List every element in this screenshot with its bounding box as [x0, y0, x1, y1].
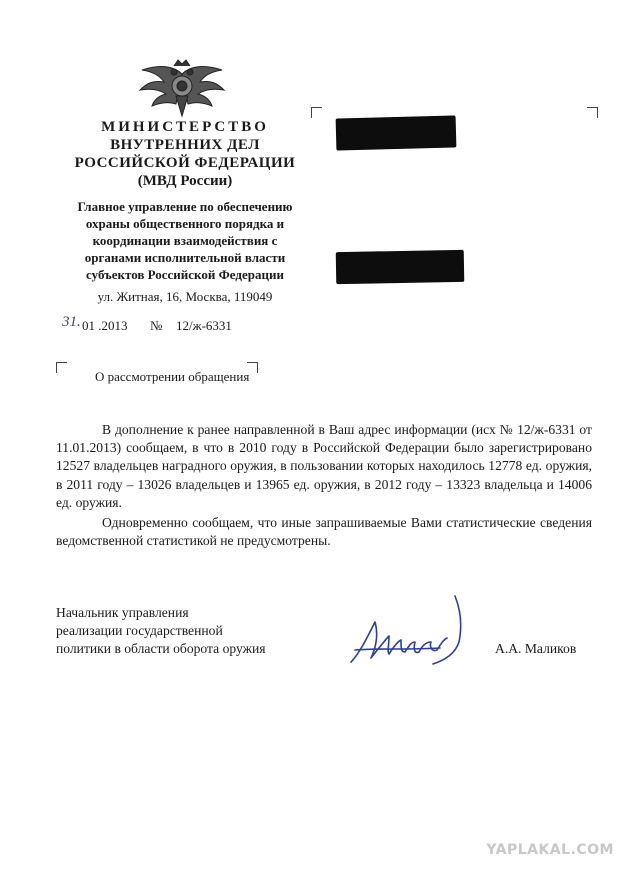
- redacted-recipient-address: [336, 250, 465, 284]
- site-watermark: YAPLAKAL.COM: [486, 842, 614, 858]
- document-date: 01 .2013: [82, 318, 128, 333]
- ministry-abbreviation: (МВД России): [137, 173, 233, 189]
- handwritten-date-day: 31.: [62, 314, 81, 330]
- department-name-line: Главное управление по обеспечению: [77, 199, 293, 214]
- sender-address: ул. Житная, 16, Москва, 119049: [97, 289, 273, 304]
- number-sign: №: [150, 318, 163, 333]
- signer-title-line: Начальник управления: [56, 605, 189, 620]
- ministry-name-line: ВНУТРЕННИХ ДЕЛ: [110, 137, 260, 153]
- department-name-line: органами исполнительной власти: [84, 250, 286, 265]
- recipient-corner-mark-left: [311, 107, 322, 118]
- redacted-recipient-name: [336, 115, 457, 150]
- body-paragraph: Одновременно сообщаем, что иные запрашиваемые Вами статистические сведения ведомственной статистикой не предусмотрены.: [56, 515, 592, 549]
- body-paragraph: В дополнение к ранее направленной в Ваш адрес информации (исх № 12/ж-6331 от 11.01.2013) сообщаем, в что в 2010 году в Российской Федерации было зарегистрировано 12527 владельцев наградного оружия, в пользовании которых находилось 12778 ед. оружия, в 2011 году – 13026 владельцев и 13965 ед. оружия, в 2012 году – 13323 владельца и 14006 ед. оружия.: [56, 422, 592, 510]
- double-headed-eagle-emblem-icon: [134, 56, 230, 120]
- subject-corner-mark-left: [56, 362, 67, 373]
- department-name-line: охраны общественного порядка и: [85, 216, 285, 231]
- letter-subject: О рассмотрении обращения: [95, 369, 250, 384]
- department-name-line: координации взаимодействия с: [92, 233, 278, 248]
- signer-name: А.А. Маликов: [495, 641, 577, 656]
- handwritten-signature-icon: [345, 592, 465, 672]
- recipient-corner-mark-right: [587, 107, 598, 118]
- department-name-line: субъектов Российской Федерации: [86, 267, 284, 282]
- ministry-name-line: МИНИСТЕРСТВО: [101, 119, 269, 135]
- signer-title-line: политики в области оборота оружия: [56, 641, 266, 656]
- document-number: 12/ж-6331: [176, 318, 232, 333]
- letter-body: [56, 421, 592, 550]
- signer-title-line: реализации государственной: [56, 623, 223, 638]
- ministry-name-line: РОССИЙСКОЙ ФЕДЕРАЦИИ: [74, 155, 296, 171]
